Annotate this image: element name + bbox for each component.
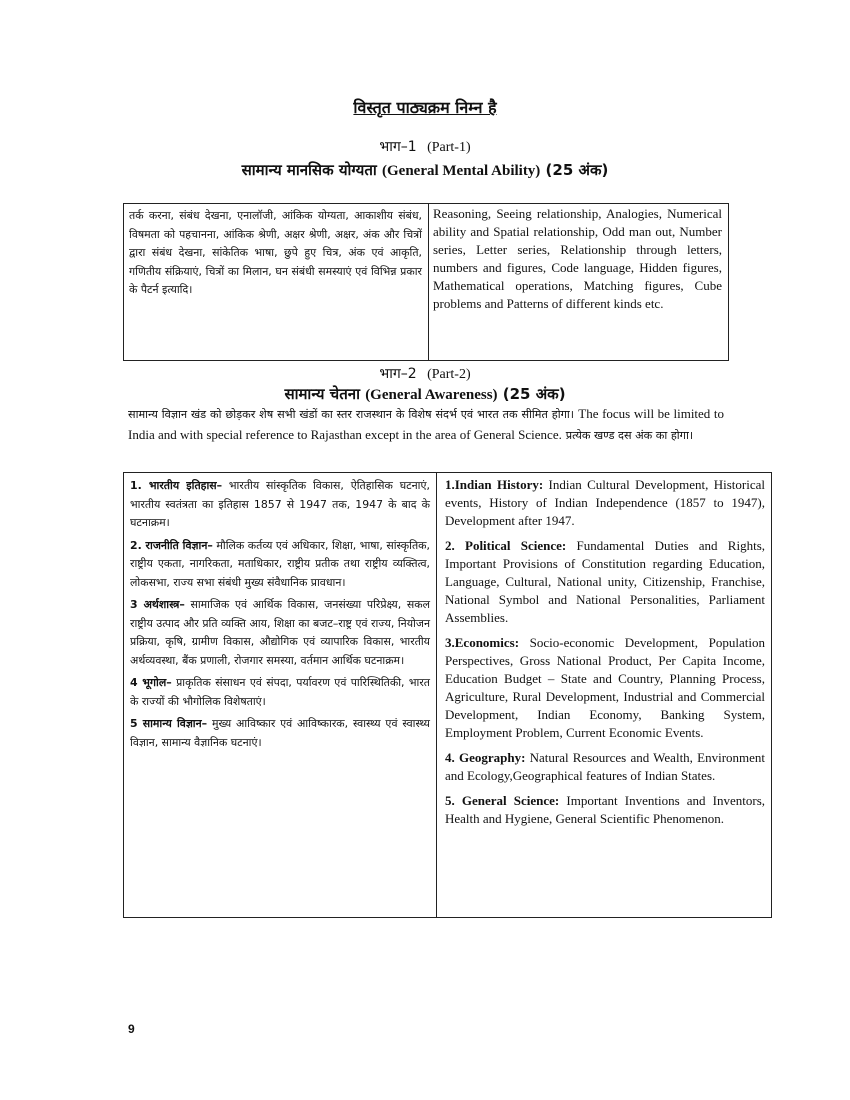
part1-heading-en: (General Mental Ability) bbox=[382, 163, 541, 179]
part2-table bbox=[123, 472, 772, 918]
part2-intro-tail: प्रत्येक खण्ड दस अंक का होगा। bbox=[565, 429, 694, 442]
part2-heading-hi: सामान्य चेतना bbox=[284, 385, 360, 403]
part1-heading-hi: सामान्य मानसिक योग्यता bbox=[241, 161, 377, 179]
section-body: प्राकृतिक संसाधन एवं संपदा, पर्यावरण एवं पारिस्थितिकी, भारत के राज्यों की भौगोलिक विशेषताएं। bbox=[130, 676, 430, 708]
section-heading: 2. राजनीति विज्ञान– bbox=[130, 538, 213, 552]
section-body: मुख्य आविष्कार एवं आविष्कारक, स्वास्थ्य एवं स्वास्थ्य विज्ञान, सामान्य वैज्ञानिक घटनाएं। bbox=[130, 717, 430, 749]
section-heading: 3 अर्थशास्त्र– bbox=[130, 598, 185, 611]
part2-heading bbox=[0, 384, 850, 404]
section-item bbox=[130, 596, 430, 670]
part1-label-line bbox=[0, 137, 850, 156]
part1-heading bbox=[0, 160, 850, 180]
section-heading: 4. Geography: bbox=[445, 750, 526, 765]
section-heading: 2. Political Science: bbox=[445, 538, 567, 553]
page-title: विस्तृत पाठ्यक्रम निम्न है bbox=[353, 98, 497, 117]
part2-heading-marks: (25 अंक) bbox=[502, 385, 566, 403]
section-body: Important Inventions and Inventors, Health and Hygiene, General Scientific Phenomenon. bbox=[445, 793, 766, 826]
section-heading: 1.Indian History: bbox=[445, 477, 544, 492]
section-item bbox=[130, 674, 430, 711]
section-body: भारतीय सांस्कृतिक विकास, ऐतिहासिक घटनाएं, भारतीय स्वतंत्रता का इतिहास 1857 से 1947 तक, 1947 के बाद के घटनाक्रम। bbox=[130, 479, 430, 529]
section-body: Natural Resources and Wealth, Environment and Ecology,Geographical features of Indian States. bbox=[445, 750, 766, 783]
part1-right-text: Reasoning, Seeing relationship, Analogies, Numerical ability and Spatial relationship, Odd man out, Number series, Letter series, Relationship through letters, numbers and figures, Code language, Hidden figures, Mathematical operations, Matching figures, Cube problems and Patterns of different kinds etc. bbox=[433, 206, 722, 311]
section-body: Fundamental Duties and Rights, Important Provisions of Constitution regarding Education, Language, Cultural, National unity, Citizenship, Franchise, National Symbol and National Personalities, Parliament Assemblies. bbox=[445, 538, 766, 625]
page-number: 9 bbox=[128, 1022, 135, 1036]
section-item bbox=[445, 749, 765, 785]
part1-left-cell bbox=[124, 204, 429, 360]
section-body: Indian Cultural Development, Historical events, History of Indian Independence (1857 to 1947), Development after 1947. bbox=[445, 477, 765, 528]
part2-left-list bbox=[130, 477, 430, 752]
part2-left-cell bbox=[124, 473, 437, 917]
part1-left-text: तर्क करना, संबंध देखना, एनालॉजी, आंकिक योग्यता, आकाशीय संबंध, विषमता को पहचानना, आंकिक श्रेणी, अक्षर श्रेणी, अक्षर, अंक और चित्रों द्वारा संबंध देखना, सांकेतिक भाषा, छुपे हुए चित्र, अंक एवं आकृति, गणितीय संक्रियाएं, चित्रों का मिलान, घन संबंधी समस्याएं एवं विभिन्न प्रकार के पैटर्न इत्यादि। bbox=[129, 209, 422, 296]
part2-right-list bbox=[445, 476, 765, 828]
section-heading: 1. भारतीय इतिहास– bbox=[130, 479, 223, 492]
section-item bbox=[130, 715, 430, 752]
section-item bbox=[445, 476, 765, 530]
section-body: Socio-economic Development, Population Perspectives, Gross National Product, Per Capita Income, Education Budget – State and Country, Planning Process, Agriculture, Rural Development, Industrial and Commercial Development, Indian Economy, Banking System, Employment Problem, Current Economic Events. bbox=[445, 635, 765, 740]
part2-intro bbox=[128, 404, 724, 446]
part1-right-cell bbox=[429, 204, 728, 360]
part1-heading-marks: (25 अंक) bbox=[545, 161, 609, 179]
part2-label: भाग–2 bbox=[379, 366, 417, 382]
section-heading: 4 भूगोल– bbox=[130, 676, 172, 689]
part2-right-cell bbox=[437, 473, 771, 917]
part1-table bbox=[123, 203, 729, 361]
part1-label-en: (Part-1) bbox=[427, 140, 471, 155]
section-body: सामाजिक एवं आर्थिक विकास, जनसंख्या परिप्रेक्ष्य, सकल राष्ट्रीय उत्पाद और प्रति व्यक्ति आय, शिक्षा का बजट–राष्ट्र एवं राज्य, नियोजन प्रक्रिया, कृषि, ग्रामीण विकास, औद्योगिक एवं व्यापारिक विकास, भारतीय अर्थव्यवस्था, बैंक प्रणाली, रोजगार समस्या, वर्तमान आर्थिक घटनाक्रम। bbox=[130, 598, 430, 667]
section-item bbox=[130, 477, 430, 533]
section-item bbox=[445, 537, 765, 627]
part2-intro-en: The focus will be limited to India and with special reference to Rajasthan except in the area of General Science. bbox=[128, 406, 725, 442]
section-heading: 5 सामान्य विज्ञान– bbox=[130, 717, 208, 730]
part2-heading-en: (General Awareness) bbox=[365, 387, 498, 403]
part2-label-en: (Part-2) bbox=[427, 367, 471, 382]
section-item bbox=[445, 792, 765, 828]
section-item bbox=[445, 634, 765, 742]
section-item bbox=[130, 537, 430, 593]
part1-label: भाग–1 bbox=[379, 139, 417, 155]
section-heading: 3.Economics: bbox=[445, 635, 520, 650]
section-body: मौलिक कर्तव्य एवं अधिकार, शिक्षा, भाषा, सांस्कृतिक, राष्ट्रीय एकता, नागरिकता, मताधिकार, राष्ट्रीय प्रतीक तथा राष्ट्रीय व्यक्तित्व, लोकसभा, राज्य सभा संबंधी मुख्य संवैधानिक प्रावधान। bbox=[130, 538, 430, 589]
section-heading: 5. General Science: bbox=[445, 793, 560, 808]
part2-intro-hi: सामान्य विज्ञान खंड को छोड़कर शेष सभी खंडों का स्तर राजस्थान के विशेष संदर्भ एवं भारत तक सीमित होगा। bbox=[128, 408, 575, 421]
part2-label-line bbox=[0, 364, 850, 383]
